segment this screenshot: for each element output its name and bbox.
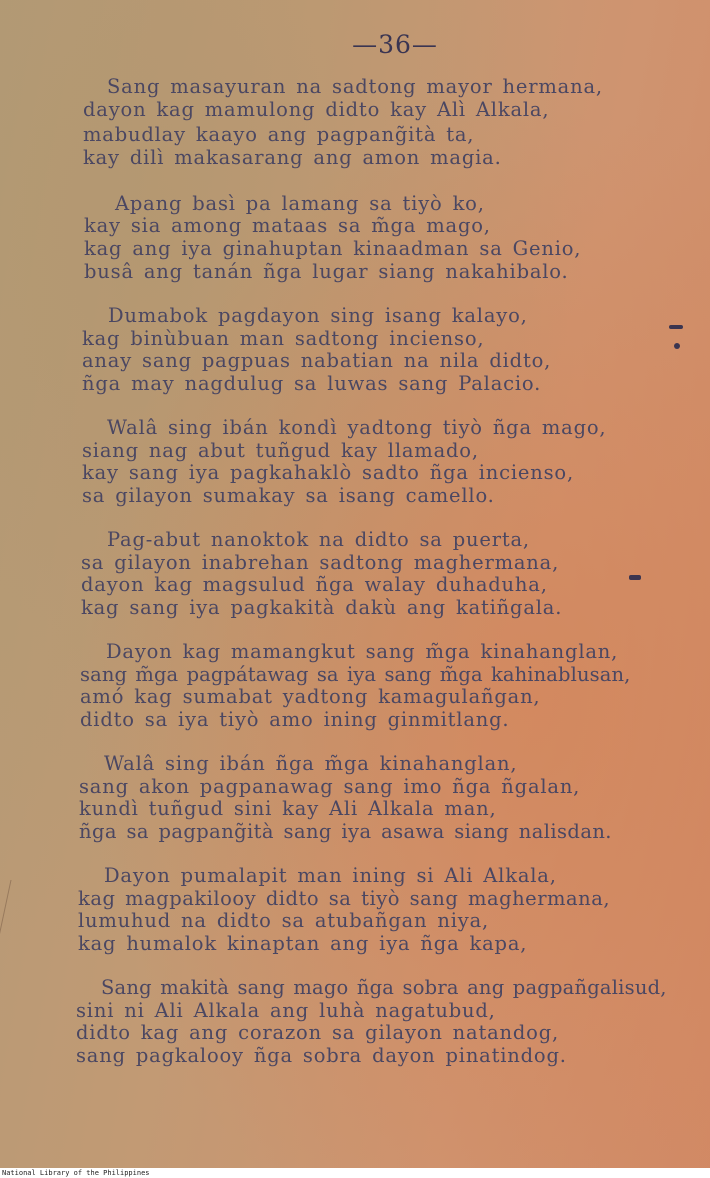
verse-line: anay sang pagpuas nabatian na nila didto,	[82, 349, 552, 372]
verse-line: Sang makità sang mago ñga sobra ang pagpañgalisud,	[101, 976, 667, 999]
page-edge-mark	[0, 880, 36, 960]
verse-line: ñga sa pagpang̃ità sang iya asawa siang nalisdan.	[79, 820, 612, 843]
verse-line: lumuhud na didto sa atubañgan niya,	[78, 909, 490, 932]
ink-mark	[674, 343, 680, 349]
verse-line: sang pagkalooy ñga sobra dayon pinatindog.	[76, 1044, 567, 1067]
verse-line: amó kag sumabat yadtong kamagulañgan,	[80, 685, 541, 708]
verse-line: dayon kag mamulong didto kay Alì Alkala,	[83, 98, 550, 121]
verse-line: Walâ sing ibán ñga m̃ga kinahanglan,	[104, 752, 518, 775]
verse-line: Dayon kag mamangkut sang m̃ga kinahanglan,	[106, 640, 619, 663]
verse-line: kag ang iya ginahuptan kinaadman sa Genio,	[84, 237, 582, 260]
verse-line: ñga may nagdulug sa luwas sang Palacio.	[82, 372, 542, 395]
verse-line: sa gilayon inabrehan sadtong maghermana,	[81, 551, 560, 574]
ink-mark	[669, 325, 683, 329]
verse-line: didto sa iya tiyò amo ining ginmitlang.	[80, 708, 510, 731]
verse-line: Sang masayuran na sadtong mayor hermana,	[107, 75, 603, 98]
verse-line: didto kag ang corazon sa gilayon natandog,	[76, 1021, 559, 1044]
verse-line: dayon kag magsulud ñga walay duhaduha,	[81, 573, 548, 596]
verse-line: Walâ sing ibán kondì yadtong tiyò ñga mago,	[107, 416, 607, 439]
verse-line: kay dilì makasarang ang amon magia.	[83, 146, 502, 169]
verse-line: kag sang iya pagkakità dakù ang katiñgala.	[81, 596, 563, 619]
page-number: —36—	[352, 30, 438, 59]
verse-line: kag magpakilooy didto sa tiyò sang maghermana,	[78, 887, 611, 910]
verse-line: sa gilayon sumakay sa isang camello.	[82, 484, 495, 507]
verse-line: sang akon pagpanawag sang imo ñga ñgalan,	[79, 775, 581, 798]
footer-credit: National Library of the Philippines	[2, 1169, 150, 1177]
verse-line: kundì tuñgud sini kay Ali Alkala man,	[79, 797, 497, 820]
ink-mark	[629, 575, 641, 580]
verse-line: Dayon pumalapit man ining si Ali Alkala,	[104, 864, 557, 887]
verse-line: kag humalok kinaptan ang iya ñga kapa,	[78, 932, 528, 955]
verse-line: siang nag abut tuñgud kay llamado,	[82, 439, 479, 462]
verse-line: kay sia among mataas sa m̃ga mago,	[84, 214, 491, 237]
verse-line: kay sang iya pagkahaklò sadto ñga incienso,	[82, 461, 574, 484]
verse-line: mabudlay kaayo ang pagpang̃ità ta,	[83, 123, 475, 146]
verse-line: kag binùbuan man sadtong incienso,	[82, 327, 485, 350]
verse-line: Apang basì pa lamang sa tiyò ko,	[115, 192, 485, 215]
footer	[0, 1168, 710, 1178]
verse-line: sang m̃ga pagpátawag sa iya sang m̃ga kahinablusan,	[80, 663, 631, 686]
verse-line: sini ni Ali Alkala ang luhà nagatubud,	[76, 999, 496, 1022]
verse-line: Dumabok pagdayon sing isang kalayo,	[108, 304, 528, 327]
verse-line: busâ ang tanán ñga lugar siang nakahibalo.	[84, 260, 569, 283]
verse-line: Pag-abut nanoktok na didto sa puerta,	[107, 528, 530, 551]
